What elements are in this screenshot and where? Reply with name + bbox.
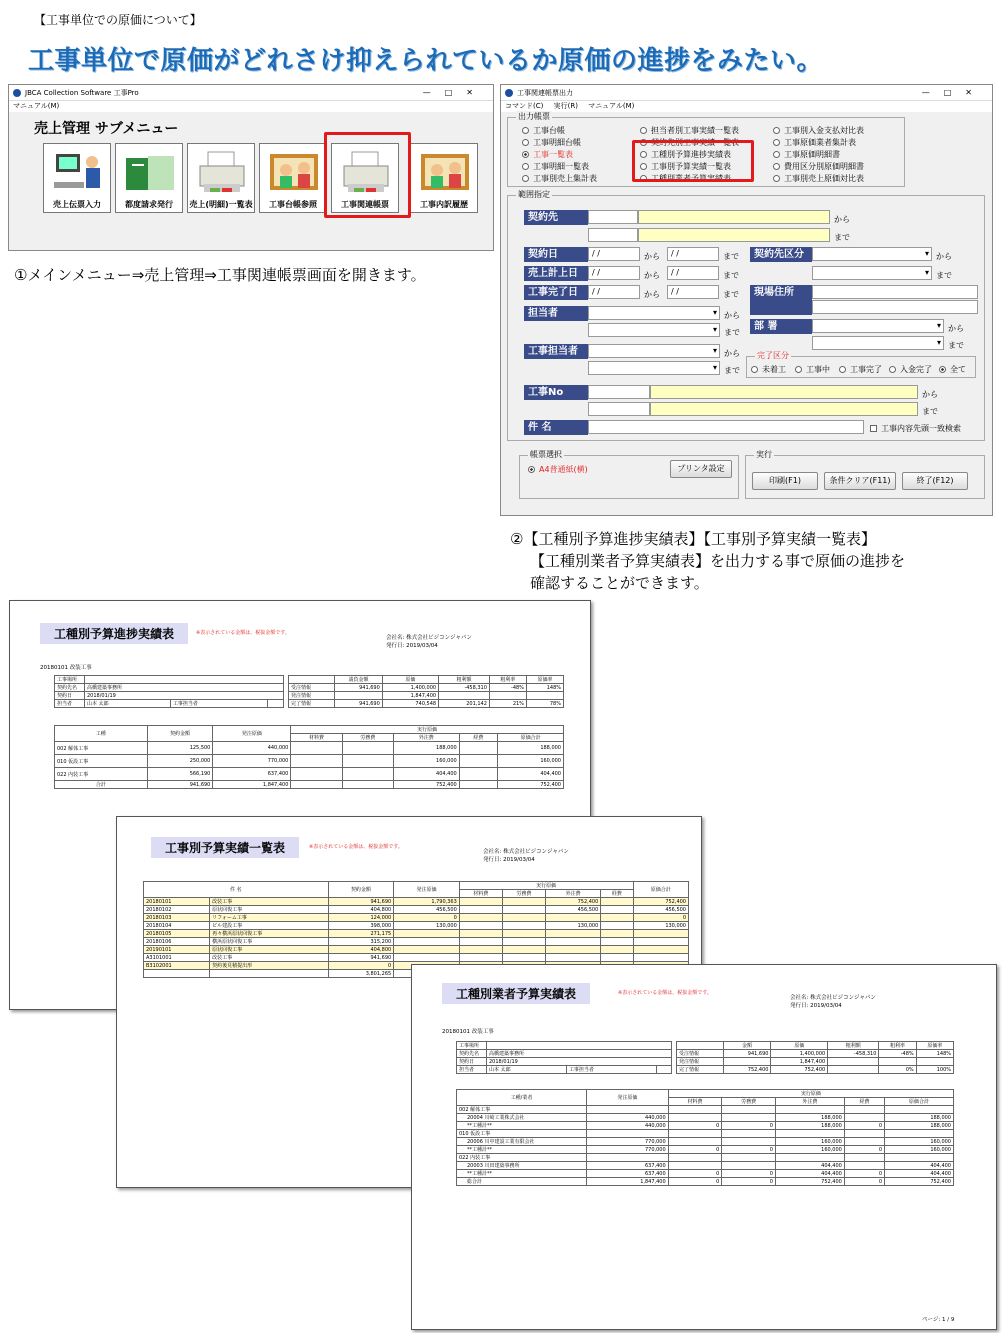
radio-option[interactable]: 工事別予算実績一覧表 — [640, 161, 731, 172]
report1-company: 会社名: 株式会社ビジコンジャパン — [386, 635, 472, 641]
table-row: 022 内装工事 — [457, 1154, 954, 1162]
submenu-heading: 売上管理 サブメニュー — [34, 121, 179, 137]
report1-title: 工種別予算進捗実績表 — [40, 623, 188, 644]
tile-label: 都度請求発行 — [125, 200, 173, 209]
tile-label: 工事台帳参照 — [269, 200, 317, 209]
tile-sales-entry[interactable] — [43, 143, 111, 213]
table-row: 20006 川中建設工業有限会社 770,000 160,000 160,000 — [457, 1138, 954, 1146]
kubun-from-select[interactable] — [812, 247, 932, 261]
report1-info-table: 工事場所 契約先名 高橋建築事務所 契約日 2018/01/19 担当者 山本 太郎 工事担当者 — [54, 675, 284, 708]
report3-issued: 発行日: 2019/03/04 — [790, 1003, 842, 1009]
to-text: まで — [723, 252, 739, 261]
header-note: 【工事単位での原価について】 — [34, 13, 202, 27]
table-row: 010 仮設工事 — [457, 1130, 954, 1138]
report1-summary-table: 請負金額 原価 粗利額 粗利率 原価率 受注情報 941,690 1,400,000 -458,310 -48% 148% 発注情報 1,847,400 完了情報 941,690 740,548 201,142 21% 78% — [288, 675, 564, 708]
radio-option[interactable]: 工事原価業者集計表 — [773, 137, 856, 148]
from-text: から — [644, 271, 660, 280]
table-row: **工種計** 637,400 0 0 404,400 0 404,400 — [457, 1170, 954, 1178]
tile-label: 売上伝票入力 — [53, 200, 101, 209]
label-keiyakusaki: 契約先 — [524, 210, 588, 225]
step1-text: ①メインメニュー⇒売上管理⇒工事関連帳票画面を開きます。 — [14, 266, 426, 284]
report3-info-table: 工事場所 契約先名 高橋建築事務所 契約日 2018/01/19 担当者 山本 太郎 工事担当者 — [456, 1041, 672, 1074]
from-text: から — [834, 215, 850, 224]
report3-page: ページ: 1 / 9 — [922, 1317, 955, 1323]
from-text: から — [644, 290, 660, 299]
workers-icon — [417, 148, 473, 198]
koji-name-from[interactable] — [650, 385, 918, 399]
table-row: 20180105 再々横浜原状回復工事 271,175 — [144, 930, 689, 938]
report3-summary-table: 金額 原価 粗利額 粗利率 原価率 受注情報 941,690 1,400,000 -458,310 -48% 148% 発注情報 1,847,400 完了情報 752,400 752,400 0% 100% — [676, 1041, 954, 1074]
report-menubar — [501, 101, 992, 112]
radio-option-selected[interactable]: 工事一覧表 — [522, 149, 573, 160]
report3-sheet — [411, 964, 997, 1330]
label-genba: 現場住所 — [750, 285, 812, 315]
operator-computer-icon — [50, 148, 106, 198]
main-menubar — [9, 101, 493, 112]
report1-issued: 発行日: 2019/03/04 — [386, 643, 438, 649]
report3-note: ※表示されている金額は、税抜金額です。 — [618, 990, 712, 996]
exec-group — [745, 450, 985, 499]
report2-note: ※表示されている金額は、税抜金額です。 — [309, 844, 403, 850]
report3-company: 会社名: 株式会社ビジコンジャパン — [790, 995, 876, 1001]
from-text: から — [724, 349, 740, 358]
koji-tanto-from-select[interactable] — [588, 344, 720, 358]
radio-option-selected[interactable]: A4普通紙(横) — [528, 464, 588, 475]
tile-label: 工事内訳履歴 — [420, 200, 468, 209]
to-text: まで — [948, 341, 964, 350]
printer-settings-button[interactable]: プリンタ設定 — [670, 460, 732, 478]
label-kenmei: 件 名 — [524, 420, 588, 435]
exec-group-caption: 実行 — [756, 450, 772, 459]
tanto-to-select[interactable] — [588, 323, 720, 337]
busho-to-select[interactable] — [812, 336, 944, 350]
step2-line3: 確認することができます。 — [530, 574, 709, 592]
table-row: 20190101 原状回復工事 404,800 — [144, 946, 689, 954]
genba-line1[interactable] — [812, 285, 978, 299]
radio-option[interactable]: 担当者別工事実績一覧表 — [640, 125, 739, 136]
radio-option[interactable]: 工事別売上原価対比表 — [773, 173, 864, 184]
uriage-from[interactable]: / / — [588, 266, 640, 280]
label-tanto: 担当者 — [524, 306, 588, 321]
kenmei-input[interactable] — [588, 420, 864, 434]
table-row: 20180101 改装工事 941,690 1,790,363 752,400 752,400 — [144, 898, 689, 906]
table-row: 20180102 原状回復工事 404,800 456,500 456,500 456,500 — [144, 906, 689, 914]
table-row: 20004 川崎工業株式会社 440,000 188,000 188,000 — [457, 1114, 954, 1122]
table-row: 20180104 ビル建設工事 398,000 130,000 130,000 130,000 — [144, 922, 689, 930]
radio-option[interactable]: 工事別売上集計表 — [522, 173, 597, 184]
to-text: まで — [724, 366, 740, 375]
table-row: 総合計 1,847,400 0 0 752,400 0 752,400 — [457, 1178, 954, 1186]
kanryo-to[interactable]: / / — [667, 285, 719, 299]
exit-button[interactable]: 終了(F12) — [902, 472, 968, 490]
label-kanryo: 工事完了日 — [524, 285, 588, 300]
range-group-caption: 範囲指定 — [518, 190, 550, 199]
radio-option[interactable]: 工事明細台帳 — [522, 137, 581, 148]
report2-table: 件 名 契約金額 発注原価 実行原価 原価合計 材料費 労務費 外注費 経費 20180101 改装工事 941,690 1,790,363 752,400 752,400 20180102 原状回復工事 404,800 456,500 456,500 456,500 20180103 リフォーム工事 124,000 0 0 20180104 ビル建設工事 398,000 130,000 130,000 130,000 20180105 再々横浜原状回復工事 271,175 20180106 横浜原状回復工事 315,200 20190101 原状回復工事 404,800 A3101001 改装工事 941,690 B3102001 契約後見積提出形 0 3,801,265 — [143, 881, 689, 978]
from-text: から — [948, 324, 964, 333]
to-text: まで — [723, 271, 739, 280]
highlight-box — [324, 132, 411, 218]
radio-option[interactable]: 工種別業者予算実績表 — [640, 173, 731, 184]
menu-manual[interactable]: マニュアル(M) — [13, 102, 60, 110]
radio-option[interactable]: 工事完了 — [839, 364, 882, 375]
radio-option[interactable]: 入金完了 — [889, 364, 932, 375]
radio-option[interactable]: 工種別予算進捗実績表 — [640, 149, 731, 160]
prefix-match-checkbox[interactable]: 工事内容先頭一致検索 — [870, 423, 961, 434]
tanto-from-select[interactable] — [588, 306, 720, 320]
tile-history[interactable] — [410, 143, 478, 213]
print-button[interactable]: 印刷(F1) — [752, 472, 818, 490]
main-window-title: JBCA Collection Software 工事Pro — [25, 89, 139, 97]
window-controls[interactable]: —□✕ — [422, 88, 487, 97]
report1-note: ※表示されている金額は、税抜金額です。 — [196, 630, 290, 636]
label-uriage: 売上計上日 — [524, 266, 588, 281]
main-window-titlebar — [9, 85, 493, 101]
keiyakubi-from[interactable]: / / — [588, 247, 640, 261]
koji-no-to[interactable] — [588, 402, 650, 416]
report3-detail-table: 工種/業者 発注原価 実行原価 材料費 労務費 外注費 経費 原価合計 002 解体工事 20004 川崎工業株式会社 440,000 188,000 188,000 **工種計** 440,000 0 0 188,000 0 188,000 010 仮設工事 20006 川中建設工業有限会社 770,000 160,000 160,000 **工種計** 770,000 0 0 160,000 0 160,000 022 内装工事 20003 川田建築事務所 637,400 404,400 404,400 **工種計** 637,400 0 0 404,400 0 404,400 総合計 1,847,400 0 0 752,400 0 752,400 — [456, 1089, 954, 1186]
from-text: から — [936, 252, 952, 261]
keiyakusaki-code-to[interactable] — [588, 228, 638, 242]
app-icon — [13, 89, 21, 97]
kanryo-from[interactable]: / / — [588, 285, 640, 299]
to-text: まで — [724, 328, 740, 337]
radio-option[interactable]: 工事明細一覧表 — [522, 161, 589, 172]
report2-company: 会社名: 株式会社ビジコンジャパン — [483, 849, 569, 855]
kubun-to-select[interactable] — [812, 266, 932, 280]
report-window-title: 工事関連帳票出力 — [517, 89, 573, 97]
tile-sales-list[interactable] — [187, 143, 255, 213]
radio-option[interactable]: 工事別入金支払対比表 — [773, 125, 864, 136]
report-window-titlebar — [501, 85, 992, 101]
to-text: まで — [834, 233, 850, 242]
table-row: 20003 川田建築事務所 637,400 404,400 404,400 — [457, 1162, 954, 1170]
genba-line2[interactable] — [812, 300, 978, 314]
keiyakusaki-code-from[interactable] — [588, 210, 638, 224]
binder-icon — [122, 148, 178, 198]
window-controls[interactable]: —□✕ — [921, 88, 986, 97]
printer-icon — [194, 148, 250, 198]
menu-command[interactable]: コマンド(C) — [505, 102, 544, 110]
radio-option-selected[interactable]: 全て — [939, 364, 966, 375]
table-row: 20180106 横浜原状回復工事 315,200 — [144, 938, 689, 946]
from-text: から — [724, 311, 740, 320]
table-row: A3101001 改装工事 941,690 — [144, 954, 689, 962]
report1-detail-table: 工種 契約金額 発注原価 実行原価 材料費 労務費 外注費 経費 原価合計 002 解体工事 125,500 440,000 188,000 188,000 010 仮設工事 250,000 770,000 160,000 160,000 022 内装工事 566,190 637,400 404,400 404,400 合計 941,690 1,847,400 752,400 752,400 — [54, 725, 564, 789]
radio-option[interactable]: 工事中 — [795, 364, 830, 375]
menu-run[interactable]: 実行(R) — [553, 102, 578, 110]
report2-title: 工事別予算実績一覧表 — [151, 837, 299, 858]
table-row: 002 解体工事 — [457, 1106, 954, 1114]
koji-no-from[interactable] — [588, 385, 650, 399]
clear-button[interactable]: 条件クリア(F11) — [824, 472, 896, 490]
tile-invoice[interactable] — [115, 143, 183, 213]
menu-manual[interactable]: マニュアル(M) — [588, 102, 635, 110]
table-row: B3102001 契約後見積提出形 0 — [144, 962, 689, 970]
keiyakusaki-name-to[interactable] — [638, 228, 830, 242]
koji-name-to[interactable] — [650, 402, 918, 416]
table-row: **工種計** 440,000 0 0 188,000 0 188,000 — [457, 1122, 954, 1130]
from-text: から — [922, 390, 938, 399]
report2-issued: 発行日: 2019/03/04 — [483, 857, 535, 863]
tile-label: 売上(明細)一覧表 — [189, 200, 253, 209]
table-row: 20180103 リフォーム工事 124,000 0 0 — [144, 914, 689, 922]
radio-option[interactable]: 工事台帳 — [522, 125, 565, 136]
kanryo-kubun-caption: 完了区分 — [757, 351, 789, 360]
radio-option[interactable]: 費用区分別原価明細書 — [773, 161, 864, 172]
uriage-to[interactable]: / / — [667, 266, 719, 280]
label-kubun: 契約先区分 — [750, 247, 812, 262]
step2-text — [510, 528, 905, 594]
table-row: **工種計** 770,000 0 0 160,000 0 160,000 — [457, 1146, 954, 1154]
kanryo-kubun-group — [746, 351, 976, 378]
label-koji-tanto: 工事担当者 — [524, 344, 588, 359]
busho-from-select[interactable] — [812, 319, 944, 333]
report3-koji: 20180101 改装工事 — [442, 1029, 494, 1035]
table-row: 3,801,265 — [144, 970, 689, 978]
tile-label: 工事関連帳票 — [341, 200, 389, 209]
step2-line1: ②【工種別予算進捗実績表】【工事別予算実績一覧表】 — [510, 530, 876, 548]
label-busho: 部 署 — [750, 319, 812, 334]
app-icon — [505, 89, 513, 97]
report1-koji: 20180101 改装工事 — [40, 665, 92, 671]
tile-ledger[interactable] — [259, 143, 327, 213]
print-group-caption: 帳票選択 — [530, 450, 562, 459]
radio-option[interactable]: 工事原価明細書 — [773, 149, 840, 160]
to-text: まで — [936, 271, 952, 280]
report3-title: 工種別業者予算実績表 — [442, 983, 590, 1004]
print-group — [519, 450, 739, 499]
label-keiyakubi: 契約日 — [524, 247, 588, 262]
from-text: から — [644, 252, 660, 261]
keiyakusaki-name-from[interactable] — [638, 210, 830, 224]
radio-option[interactable]: 契約先別工事実績一覧表 — [640, 137, 739, 148]
page-title: 工事単位で原価がどれさけ抑えられているか原価の進捗をみたい。 — [28, 46, 824, 76]
radio-option[interactable]: 未着工 — [751, 364, 786, 375]
output-group-caption: 出力帳票 — [518, 112, 550, 121]
range-group — [507, 190, 985, 441]
to-text: まで — [922, 407, 938, 416]
koji-tanto-to-select[interactable] — [588, 361, 720, 375]
workers-icon — [266, 148, 322, 198]
to-text: まで — [723, 290, 739, 299]
label-koji-no: 工事No — [524, 385, 588, 400]
keiyakubi-to[interactable]: / / — [667, 247, 719, 261]
step2-line2: 【工種別業者予算実績表】を出力する事で原価の進捗を — [530, 552, 906, 570]
highlight-box — [632, 140, 754, 182]
